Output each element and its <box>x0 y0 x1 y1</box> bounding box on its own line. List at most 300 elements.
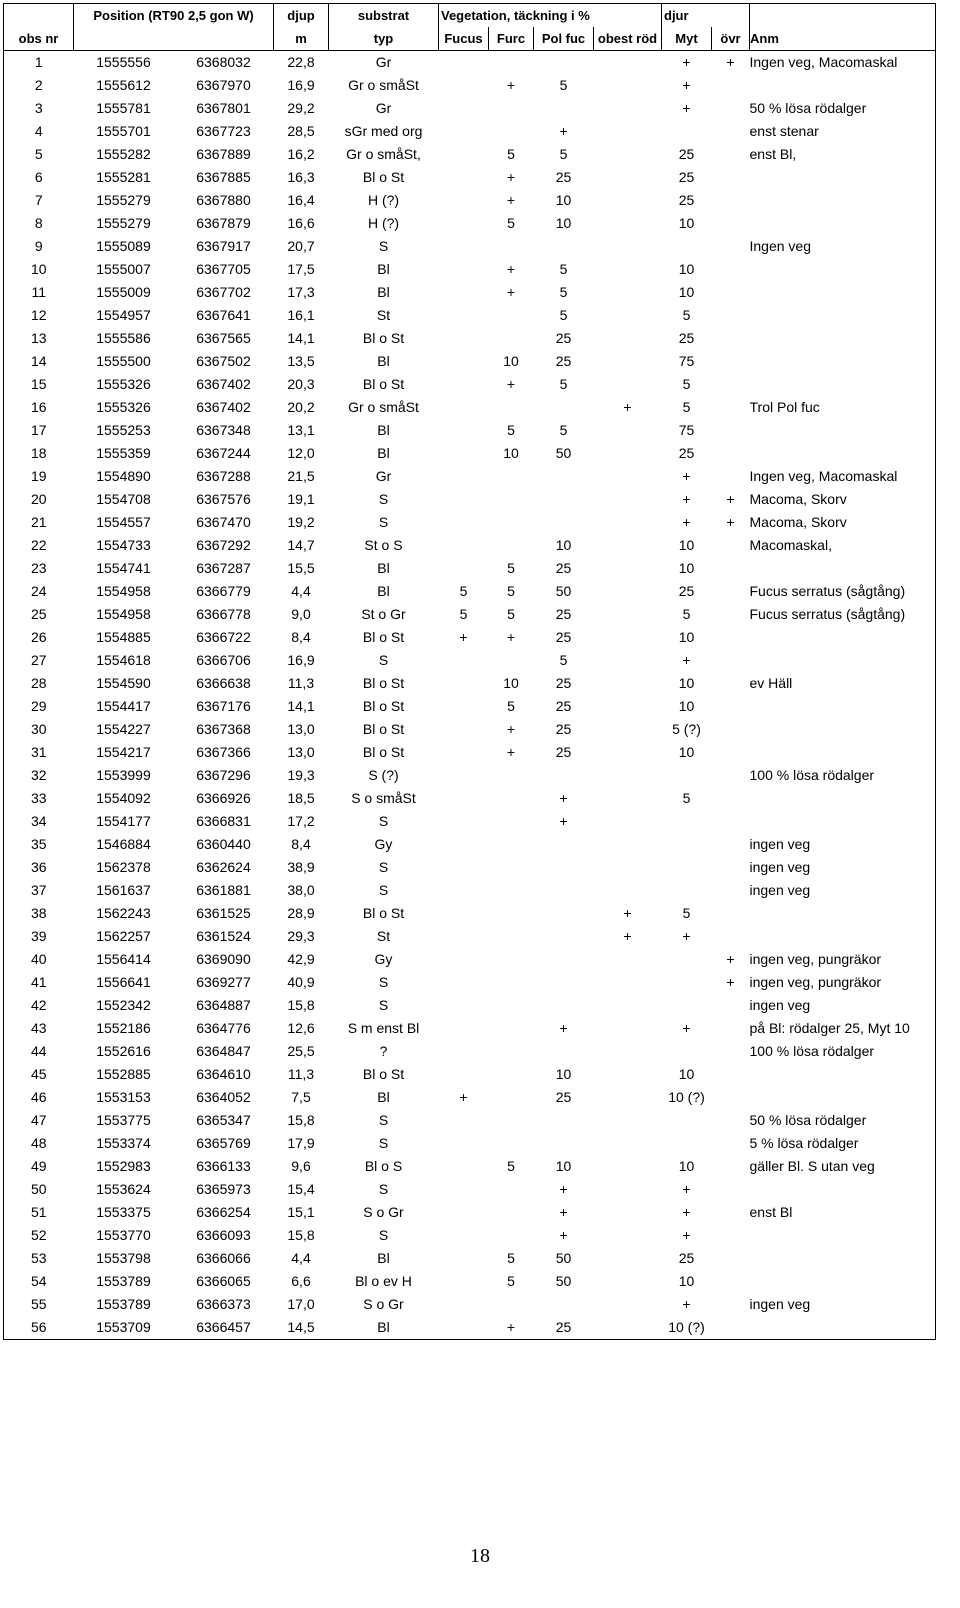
table-row <box>4 856 936 879</box>
cell-anm: enst stenar <box>750 120 936 143</box>
cell-pol-fuc <box>534 925 594 948</box>
cell-substrate: Bl <box>377 422 390 438</box>
cell-x-coord: 1562243 <box>96 905 151 921</box>
cell-pol-fuc: + <box>559 790 568 806</box>
cell-depth: 16,1 <box>287 307 315 323</box>
cell-anm <box>750 1086 936 1109</box>
cell-pol-fuc: 10 <box>555 537 572 553</box>
cell-fucus <box>439 1017 489 1040</box>
cell-anm: Trol Pol fuc <box>750 396 936 419</box>
cell-substrate: Gr <box>375 54 392 70</box>
header-anm: Anm <box>750 27 936 51</box>
cell-ovr <box>712 189 750 212</box>
cell-depth: 28,9 <box>287 905 315 921</box>
cell-y-coord: 6366065 <box>196 1273 251 1289</box>
cell-x-coord: 1554733 <box>96 537 151 553</box>
cell-y-coord: 6364052 <box>196 1089 251 1105</box>
cell-obs-nr: 1 <box>4 51 74 75</box>
table-row <box>4 1109 936 1132</box>
cell-y-coord: 6361525 <box>196 905 251 921</box>
cell-ovr <box>712 143 750 166</box>
cell-x-coord: 1553624 <box>96 1181 151 1197</box>
cell-y-coord: 6367917 <box>196 238 251 254</box>
cell-fucus <box>439 902 489 925</box>
cell-ovr <box>712 1224 750 1247</box>
cell-furc: 5 <box>507 215 515 231</box>
cell-ovr <box>712 1155 750 1178</box>
cell-furc: 5 <box>507 422 515 438</box>
cell-furc: 5 <box>507 1273 515 1289</box>
cell-obest-rod <box>594 442 662 465</box>
cell-anm: 5 % lösa rödalger <box>750 1132 936 1155</box>
cell-y-coord: 6365973 <box>196 1181 251 1197</box>
cell-depth: 28,5 <box>287 123 315 139</box>
cell-myt: 10 <box>678 560 695 576</box>
cell-obs-nr: 21 <box>4 511 74 534</box>
cell-y-coord: 6366373 <box>196 1296 251 1312</box>
cell-obest-rod <box>594 350 662 373</box>
cell-depth: 15,5 <box>287 560 315 576</box>
cell-x-coord: 1553789 <box>96 1273 151 1289</box>
cell-ovr <box>712 97 750 120</box>
cell-obs-nr: 42 <box>4 994 74 1017</box>
cell-pol-fuc <box>534 1109 594 1132</box>
cell-y-coord: 6366722 <box>196 629 251 645</box>
table-row <box>4 833 936 856</box>
cell-pol-fuc: + <box>559 1204 568 1220</box>
cell-pol-fuc <box>534 1132 594 1155</box>
cell-anm <box>750 1316 936 1340</box>
cell-anm <box>750 626 936 649</box>
cell-furc <box>489 1293 534 1316</box>
cell-pol-fuc: 10 <box>555 215 572 231</box>
cell-obs-nr: 45 <box>4 1063 74 1086</box>
cell-substrate: Gr o småSt <box>348 77 419 93</box>
cell-obs-nr: 55 <box>4 1293 74 1316</box>
cell-myt: 10 <box>678 1158 695 1174</box>
table-row <box>4 1224 936 1247</box>
cell-anm: Ingen veg, Macomaskal <box>750 465 936 488</box>
table-row <box>4 557 936 580</box>
table-row <box>4 74 936 97</box>
cell-substrate: Bl o St <box>362 744 405 760</box>
cell-furc <box>489 511 534 534</box>
cell-furc <box>489 1109 534 1132</box>
cell-pol-fuc <box>534 948 594 971</box>
cell-anm <box>750 189 936 212</box>
cell-y-coord: 6367287 <box>196 560 251 576</box>
cell-x-coord: 1555586 <box>96 330 151 346</box>
cell-furc <box>489 879 534 902</box>
cell-ovr <box>712 212 750 235</box>
cell-fucus <box>439 419 489 442</box>
cell-anm: ingen veg <box>750 879 936 902</box>
cell-substrate: Gr <box>375 468 392 484</box>
cell-obest-rod <box>594 971 662 994</box>
cell-y-coord: 6367296 <box>196 767 251 783</box>
cell-substrate: S o Gr <box>363 1296 404 1312</box>
cell-ovr <box>712 304 750 327</box>
cell-x-coord: 1553375 <box>96 1204 151 1220</box>
cell-myt <box>662 764 712 787</box>
cell-myt: 5 <box>682 790 691 806</box>
table-row <box>4 1270 936 1293</box>
cell-obest-rod <box>594 810 662 833</box>
cell-y-coord: 6367402 <box>196 376 251 392</box>
cell-substrate: St <box>376 307 391 323</box>
cell-y-coord: 6366638 <box>196 675 251 691</box>
cell-myt <box>662 810 712 833</box>
cell-ovr <box>712 1201 750 1224</box>
header-djur: djur <box>662 4 750 28</box>
cell-myt <box>662 235 712 258</box>
cell-furc <box>489 1201 534 1224</box>
cell-anm: Fucus serratus (sågtång) <box>750 603 936 626</box>
cell-fucus <box>439 925 489 948</box>
cell-obs-nr: 17 <box>4 419 74 442</box>
cell-obs-nr: 12 <box>4 304 74 327</box>
table-row <box>4 925 936 948</box>
cell-x-coord: 1554092 <box>96 790 151 806</box>
cell-furc <box>489 1063 534 1086</box>
cell-anm: ingen veg, pungräkor <box>750 948 936 971</box>
cell-y-coord: 6365347 <box>196 1112 251 1128</box>
cell-y-coord: 6361881 <box>196 882 251 898</box>
cell-substrate: Bl <box>377 353 390 369</box>
cell-myt: + <box>682 928 691 944</box>
cell-obest-rod <box>594 304 662 327</box>
cell-ovr <box>712 1132 750 1155</box>
cell-anm <box>750 741 936 764</box>
cell-myt: 25 <box>678 1250 695 1266</box>
cell-substrate: S <box>378 1135 389 1151</box>
cell-obs-nr: 35 <box>4 833 74 856</box>
cell-fucus <box>439 1270 489 1293</box>
cell-anm: gäller Bl. S utan veg <box>750 1155 936 1178</box>
cell-furc <box>489 534 534 557</box>
cell-furc <box>489 97 534 120</box>
cell-obs-nr: 11 <box>4 281 74 304</box>
table-row <box>4 511 936 534</box>
cell-x-coord: 1562378 <box>96 859 151 875</box>
cell-myt: 10 <box>678 537 695 553</box>
cell-substrate: S <box>378 882 389 898</box>
cell-myt <box>662 1040 712 1063</box>
cell-y-coord: 6367576 <box>196 491 251 507</box>
cell-obs-nr: 51 <box>4 1201 74 1224</box>
cell-furc <box>489 925 534 948</box>
cell-depth: 14,1 <box>287 330 315 346</box>
cell-anm: enst Bl, <box>750 143 936 166</box>
cell-obs-nr: 49 <box>4 1155 74 1178</box>
cell-myt: + <box>682 514 691 530</box>
cell-obest-rod <box>594 1132 662 1155</box>
cell-x-coord: 1561637 <box>96 882 151 898</box>
cell-anm <box>750 695 936 718</box>
cell-depth: 14,1 <box>287 698 315 714</box>
cell-ovr <box>712 1086 750 1109</box>
cell-ovr <box>712 902 750 925</box>
cell-obest-rod <box>594 534 662 557</box>
cell-ovr <box>712 626 750 649</box>
cell-myt: + <box>682 652 691 668</box>
table-row <box>4 695 936 718</box>
cell-depth: 29,2 <box>287 100 315 116</box>
cell-obs-nr: 33 <box>4 787 74 810</box>
cell-myt: + <box>682 1020 691 1036</box>
cell-y-coord: 6362624 <box>196 859 251 875</box>
cell-y-coord: 6364776 <box>196 1020 251 1036</box>
table-row <box>4 189 936 212</box>
cell-furc: + <box>506 77 516 93</box>
cell-obs-nr: 22 <box>4 534 74 557</box>
cell-x-coord: 1553153 <box>96 1089 151 1105</box>
cell-myt <box>662 994 712 1017</box>
cell-myt: 5 <box>682 606 691 622</box>
cell-x-coord: 1552983 <box>96 1158 151 1174</box>
cell-obest-rod <box>594 74 662 97</box>
cell-myt: 10 <box>678 675 695 691</box>
cell-pol-fuc: 25 <box>555 675 572 691</box>
cell-pol-fuc: 25 <box>555 629 572 645</box>
table-row <box>4 603 936 626</box>
cell-ovr <box>712 419 750 442</box>
cell-y-coord: 6361524 <box>196 928 251 944</box>
table-body <box>4 51 936 1340</box>
cell-x-coord: 1554957 <box>96 307 151 323</box>
cell-ovr <box>712 1017 750 1040</box>
cell-substrate: H (?) <box>367 192 400 208</box>
cell-ovr <box>712 350 750 373</box>
table-row <box>4 1132 936 1155</box>
cell-y-coord: 6367705 <box>196 261 251 277</box>
cell-obest-rod <box>594 718 662 741</box>
cell-obs-nr: 15 <box>4 373 74 396</box>
cell-substrate: S o Gr <box>363 1204 404 1220</box>
cell-ovr <box>712 810 750 833</box>
cell-pol-fuc <box>534 764 594 787</box>
cell-y-coord: 6369090 <box>196 951 251 967</box>
cell-fucus <box>439 373 489 396</box>
cell-fucus <box>439 1155 489 1178</box>
cell-myt: + <box>682 468 691 484</box>
table-row <box>4 350 936 373</box>
cell-myt: + <box>682 54 691 70</box>
cell-anm <box>750 166 936 189</box>
header-djup: djup <box>274 4 329 28</box>
cell-furc: + <box>506 629 516 645</box>
cell-depth: 15,4 <box>287 1181 315 1197</box>
cell-furc <box>489 327 534 350</box>
cell-depth: 19,2 <box>287 514 315 530</box>
cell-ovr <box>712 672 750 695</box>
cell-anm: Macoma, Skorv <box>750 488 936 511</box>
cell-anm: Ingen veg, Macomaskal <box>750 51 936 75</box>
cell-x-coord: 1554618 <box>96 652 151 668</box>
cell-substrate: Gr o småSt, <box>346 146 421 162</box>
cell-fucus: 5 <box>459 583 468 599</box>
cell-depth: 14,5 <box>274 1316 329 1340</box>
cell-y-coord: 6365769 <box>196 1135 251 1151</box>
cell-obs-nr: 37 <box>4 879 74 902</box>
cell-fucus <box>439 534 489 557</box>
cell-myt: 5 <box>682 905 691 921</box>
cell-ovr <box>712 695 750 718</box>
cell-fucus <box>439 994 489 1017</box>
cell-obest-rod <box>594 833 662 856</box>
cell-obest-rod <box>594 143 662 166</box>
cell-furc <box>489 1086 534 1109</box>
table-row <box>4 971 936 994</box>
cell-obest-rod <box>594 281 662 304</box>
cell-y-coord: 6364887 <box>196 997 251 1013</box>
cell-fucus <box>439 741 489 764</box>
header-row-1 <box>4 4 936 28</box>
cell-furc: + <box>506 376 516 392</box>
cell-pol-fuc: 5 <box>559 376 568 392</box>
cell-ovr: + <box>726 951 735 967</box>
cell-obs-nr: 16 <box>4 396 74 419</box>
table-row <box>4 442 936 465</box>
cell-obest-rod <box>594 787 662 810</box>
cell-fucus <box>439 1132 489 1155</box>
cell-ovr <box>712 1316 750 1340</box>
cell-y-coord: 6367292 <box>196 537 251 553</box>
cell-myt <box>662 1109 712 1132</box>
cell-fucus: + <box>459 1089 468 1105</box>
cell-fucus <box>439 971 489 994</box>
cell-obs-nr: 27 <box>4 649 74 672</box>
cell-obs-nr: 2 <box>4 74 74 97</box>
cell-ovr <box>712 764 750 787</box>
cell-depth: 13,5 <box>287 353 315 369</box>
cell-anm <box>750 304 936 327</box>
cell-substrate: S <box>378 514 389 530</box>
cell-obs-nr: 8 <box>4 212 74 235</box>
cell-furc <box>489 488 534 511</box>
cell-obest-rod <box>594 741 662 764</box>
cell-furc <box>489 810 534 833</box>
cell-x-coord: 1553770 <box>96 1227 151 1243</box>
cell-obs-nr: 5 <box>4 143 74 166</box>
cell-obs-nr: 25 <box>4 603 74 626</box>
cell-y-coord: 6367502 <box>196 353 251 369</box>
cell-x-coord: 1553999 <box>96 767 151 783</box>
cell-pol-fuc <box>534 97 594 120</box>
cell-obs-nr: 44 <box>4 1040 74 1063</box>
cell-y-coord: 6366706 <box>196 652 251 668</box>
cell-fucus <box>439 350 489 373</box>
cell-anm: Macomaskal, <box>750 534 936 557</box>
cell-anm <box>750 718 936 741</box>
cell-depth: 20,3 <box>287 376 315 392</box>
cell-substrate: Gr o småSt <box>348 399 419 415</box>
cell-pol-fuc: 25 <box>555 721 572 737</box>
cell-fucus <box>439 833 489 856</box>
cell-fucus <box>439 97 489 120</box>
cell-y-coord: 6366093 <box>196 1227 251 1243</box>
cell-y-coord: 6364610 <box>196 1066 251 1082</box>
cell-x-coord: 1555279 <box>96 215 151 231</box>
cell-ovr <box>712 557 750 580</box>
cell-obs-nr: 3 <box>4 97 74 120</box>
header-anm-top <box>750 4 936 28</box>
cell-obest-rod <box>594 1293 662 1316</box>
cell-depth: 20,2 <box>287 399 315 415</box>
cell-obest-rod <box>594 51 662 75</box>
cell-ovr <box>712 787 750 810</box>
cell-fucus <box>439 672 489 695</box>
table-row <box>4 787 936 810</box>
cell-obest-rod <box>594 1178 662 1201</box>
cell-depth: 17,5 <box>287 261 315 277</box>
cell-pol-fuc: 5 <box>559 146 568 162</box>
cell-ovr <box>712 649 750 672</box>
cell-obest-rod <box>594 258 662 281</box>
cell-depth: 7,5 <box>291 1089 311 1105</box>
cell-fucus <box>439 51 489 75</box>
cell-y-coord: 6367366 <box>196 744 251 760</box>
cell-depth: 12,0 <box>287 445 315 461</box>
cell-anm <box>750 925 936 948</box>
cell-anm: ingen veg <box>750 1293 936 1316</box>
cell-myt: 75 <box>678 353 695 369</box>
cell-fucus <box>439 557 489 580</box>
cell-anm <box>750 557 936 580</box>
cell-furc: + <box>506 284 516 300</box>
cell-x-coord: 1552616 <box>96 1043 151 1059</box>
cell-pol-fuc <box>534 511 594 534</box>
cell-fucus <box>439 787 489 810</box>
cell-substrate: S <box>378 859 389 875</box>
cell-anm <box>750 373 936 396</box>
cell-x-coord: 1554890 <box>96 468 151 484</box>
cell-obest-rod <box>594 1247 662 1270</box>
cell-obs-nr: 56 <box>4 1316 74 1340</box>
cell-myt <box>662 948 712 971</box>
cell-anm: 100 % lösa rödalger <box>750 1040 936 1063</box>
cell-x-coord: 1553374 <box>96 1135 151 1151</box>
cell-pol-fuc: + <box>559 1227 568 1243</box>
table-row <box>4 1316 936 1340</box>
cell-depth: 16,2 <box>287 146 315 162</box>
header-ovr: övr <box>712 27 750 51</box>
cell-myt: + <box>682 1227 691 1243</box>
cell-pol-fuc: 5 <box>559 77 568 93</box>
cell-y-coord: 6367702 <box>196 284 251 300</box>
cell-fucus <box>439 235 489 258</box>
cell-pol-fuc: 25 <box>555 330 572 346</box>
cell-fucus <box>439 1293 489 1316</box>
cell-substrate: Bl o St <box>362 675 405 691</box>
cell-furc <box>489 971 534 994</box>
cell-fucus <box>439 396 489 419</box>
cell-myt: + <box>682 491 691 507</box>
cell-x-coord: 1556414 <box>96 951 151 967</box>
cell-obs-nr: 9 <box>4 235 74 258</box>
cell-ovr <box>712 925 750 948</box>
table-row <box>4 994 936 1017</box>
cell-pol-fuc <box>534 902 594 925</box>
cell-substrate: Bl o St <box>362 721 405 737</box>
cell-ovr: + <box>726 491 735 507</box>
cell-ovr <box>712 373 750 396</box>
cell-substrate: Bl <box>377 560 390 576</box>
cell-obs-nr: 26 <box>4 626 74 649</box>
table-row <box>4 649 936 672</box>
cell-obest-rod <box>594 1063 662 1086</box>
header-myt: Myt <box>662 27 712 51</box>
